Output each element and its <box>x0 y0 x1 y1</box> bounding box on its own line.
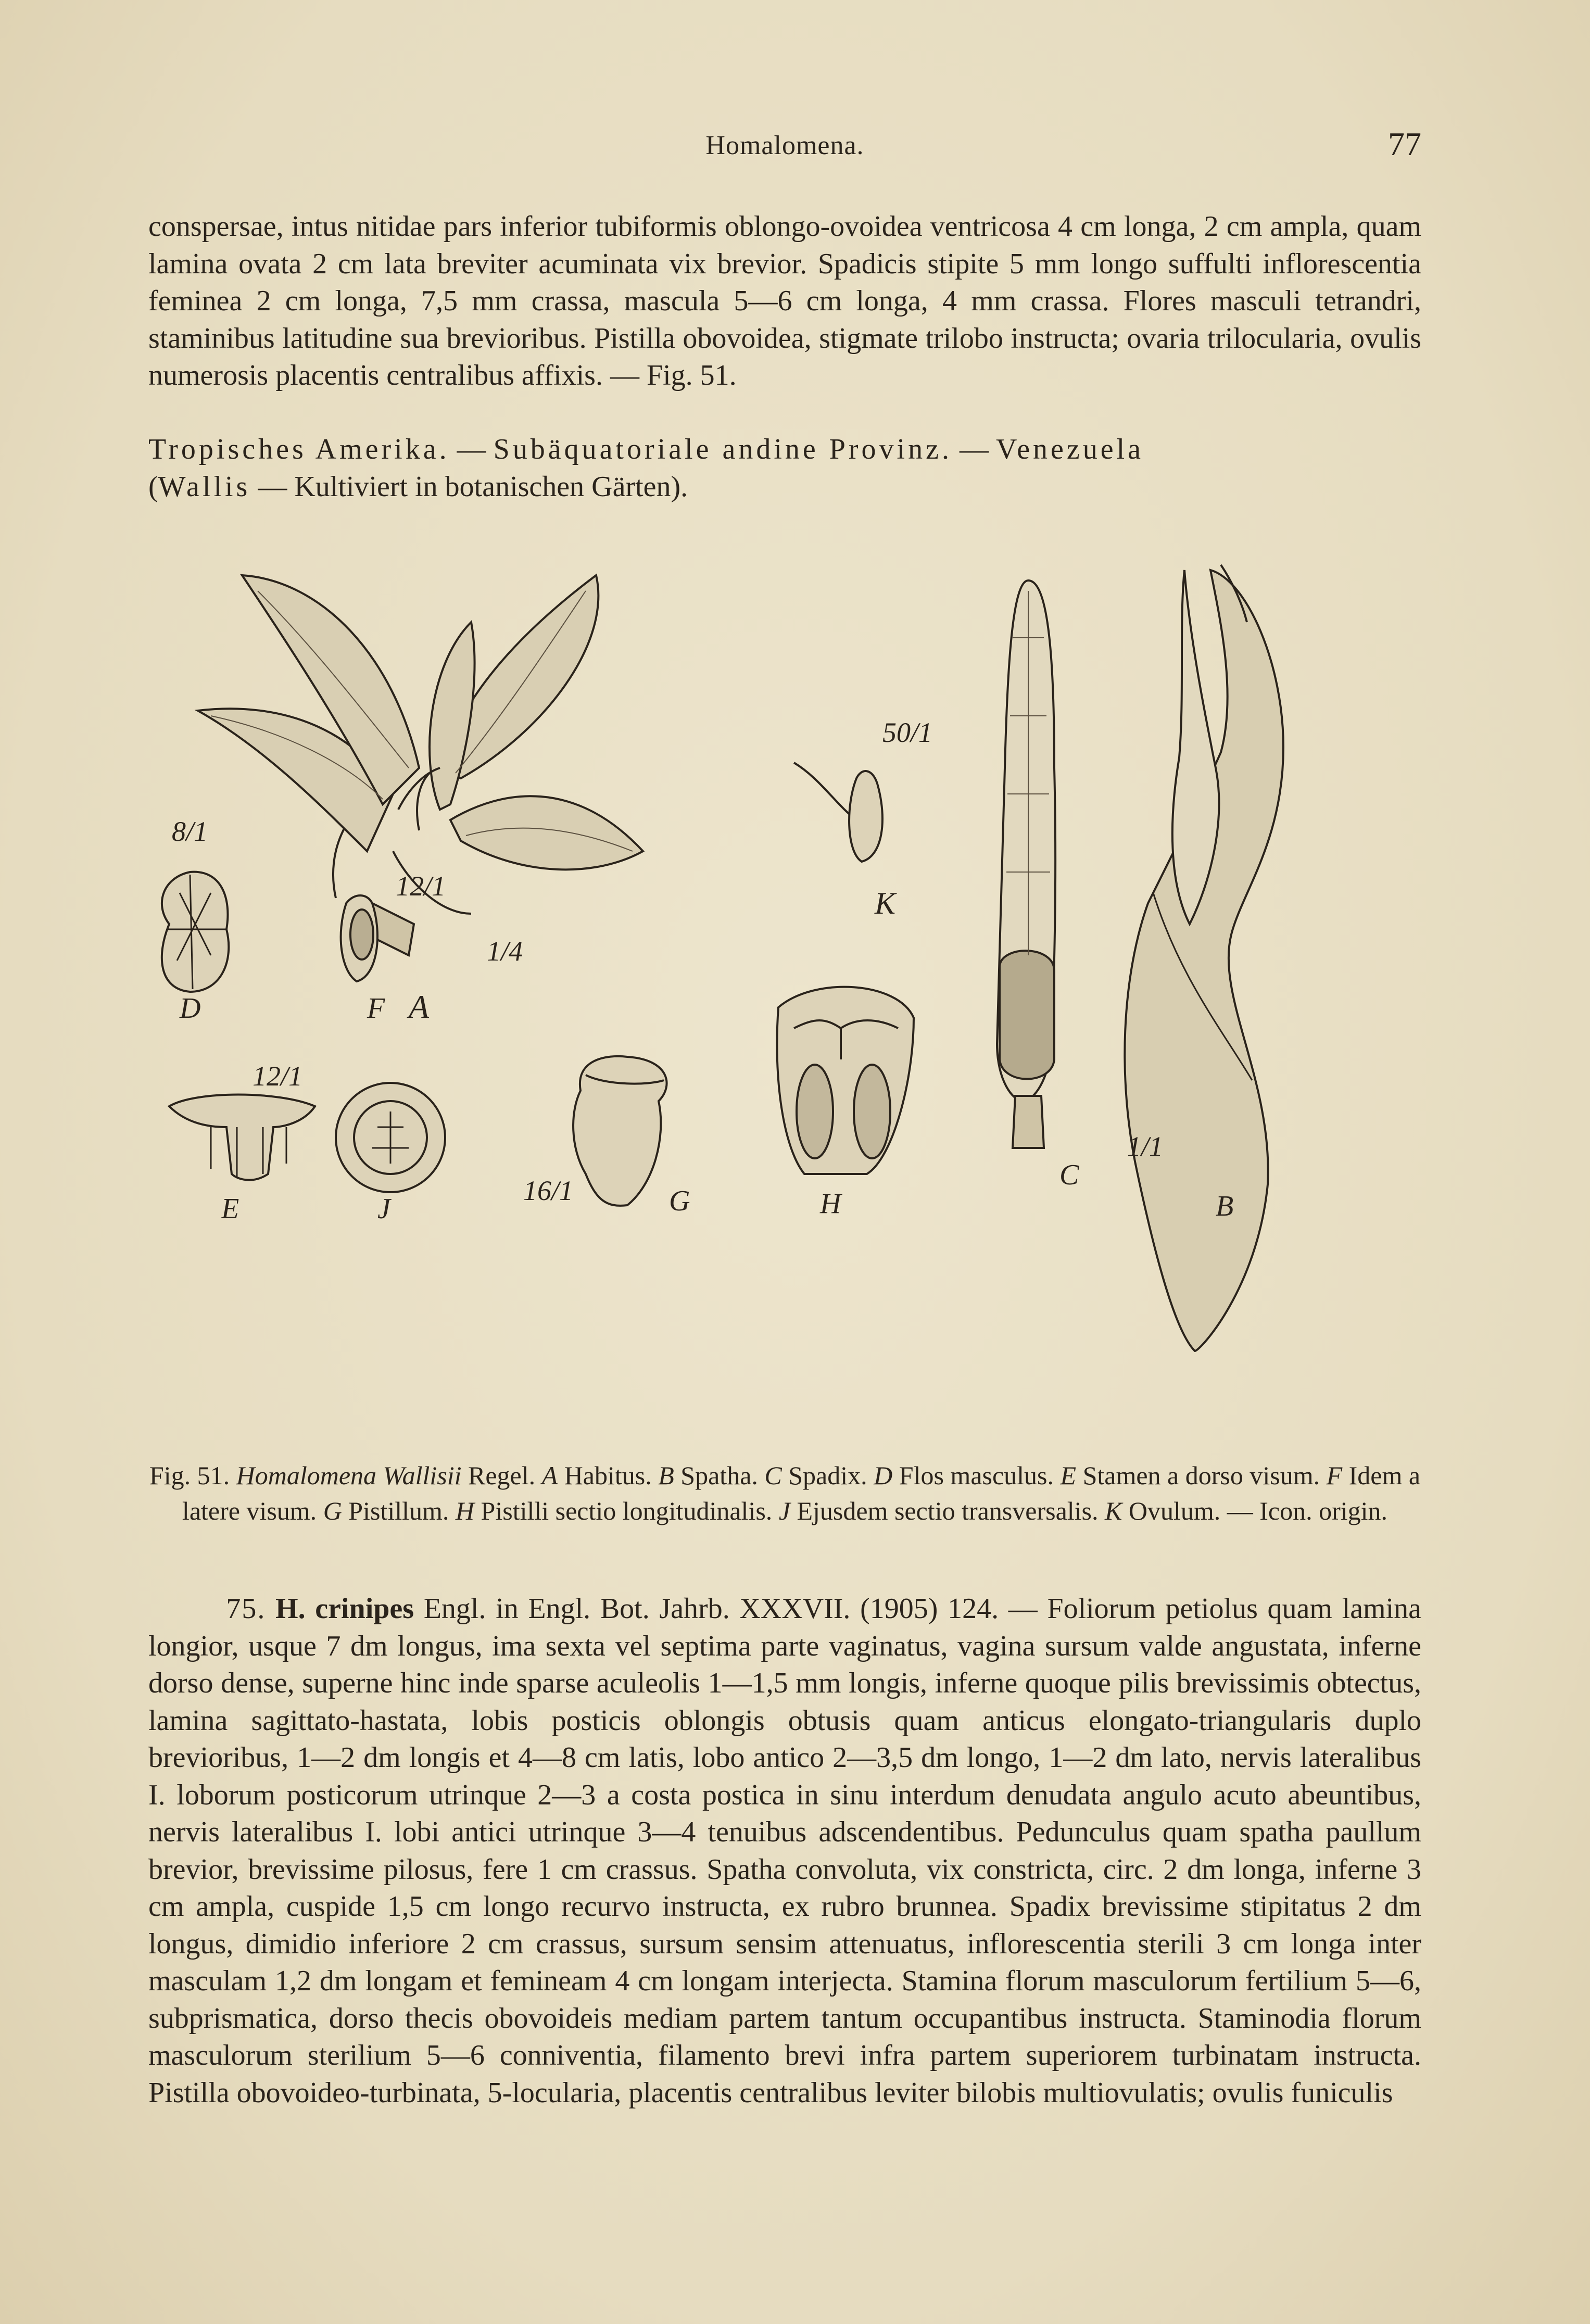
flos-masculus-drawing <box>162 872 229 992</box>
caption-item: B Spatha. <box>658 1461 758 1490</box>
ovulum-drawing <box>794 763 882 862</box>
caption-species: Homalomena Wallisii <box>236 1461 462 1490</box>
locality-rest: — Kultiviert in botanischen Gärten). <box>250 470 688 503</box>
species-75-text <box>148 1590 1421 2112</box>
label-B: B <box>1216 1190 1234 1222</box>
scale-G: 16/1 <box>523 1175 574 1206</box>
species-name: H. crinipes <box>275 1593 414 1625</box>
stamen-dorsal-drawing <box>169 1095 315 1180</box>
description-paragraph <box>148 208 1421 395</box>
caption-item: F Idem a latere visum. <box>182 1461 1421 1525</box>
figure-caption <box>148 1458 1421 1529</box>
pistil-transverse-drawing <box>336 1083 445 1192</box>
botanical-figure <box>148 560 1421 1439</box>
species-number: 75. <box>226 1593 266 1625</box>
caption-prefix: Fig. 51. <box>149 1461 230 1490</box>
species-citation: Engl. in Engl. Bot. Jahrb. XXXVII. (1905) 124. <box>423 1593 999 1625</box>
species-description: — Foliorum petiolus quam lamina longior, usque 7 dm longus, ima sexta vel septima parte vaginatus, vagina sursum valde angustata, inferne dorso dense, superne hinc inde sparse aculeolis 1—1,5 mm longis, inferne quoque pilis brevissimis obtectus, lamina sagittato-hastata, lobis posticis oblongis obtusis quam anticus elongato-triangularis duplo brevioribus, 1—2 dm longis et 4—8 cm latis, lobo antico 2—3,5 dm longo, 1—2 dm lato, nervis lateralibus I. loborum posticorum utrinque 2—3 a costa postica in sinu interdum denudata angulo acuto abeuntibus, nervis lateralibus I. lobi antici utrinque 3—4 tenuibus adscendentibus. Pedunculus quam spatha paullum brevior, brevissime pilosus, fere 1 cm crassus. Spatha convoluta, vix constricta, circ. 2 dm longa, inferne 3 cm ampla, cuspide 1,5 cm longo recurvo instructa, ex rubro brunnea. Spadix brevissime stipitatus 2 dm longus, dimidio inferiore 2 cm crassus, sursum sensim attenuatus, inflorescentia sterili 3 cm longa inter masculam 1,2 dm longam et femineam 4 cm longam interjecta. Stamina florum masculorum fertilium 5—6, subprismatica, dorso thecis obovoideis mediam partem tantum occupantibus instructa. Staminodia florum masculorum sterilium 5—6 conniventia, filamento brevi infra partem superiorem turbinatam instructa. Pistilla obovoideo-turbinata, 5-locularia, placentis centralibus leviter bilobis multiovulatis; ovulis funiculis <box>148 1593 1422 2109</box>
caption-item: E Stamen a dorso visum. <box>1060 1461 1320 1490</box>
stamen-lateral-drawing <box>341 895 377 981</box>
caption-item: D Flos masculus. <box>874 1461 1054 1490</box>
label-D: D <box>180 992 201 1025</box>
caption-item: G Pistillum. <box>323 1496 449 1525</box>
pistillum-drawing <box>573 1056 666 1206</box>
label-F: F <box>367 992 385 1025</box>
species-75-paragraph <box>148 1590 1421 2112</box>
locality-province: Subäquatoriale andine Provinz. <box>493 433 952 465</box>
spatha-drawing <box>1125 565 1283 1351</box>
label-E: E <box>221 1193 239 1225</box>
label-J: J <box>377 1193 390 1225</box>
scale-habit: 1/4 <box>487 936 523 967</box>
page-number: 77 <box>1388 125 1421 162</box>
figure-plate <box>148 560 1421 1439</box>
description-text: conspersae, intus nitidae pars inferior tubiformis oblongo-ovoidea ventricosa 4 cm longa, 2 cm ampla, quam lamina ovata 2 cm lata breviter acuminata vix brevior. Spadicis stipite 5 mm longo suffulti inflorescentia feminea 2 cm longa, 7,5 mm crassa, mascula 5—6 cm longa, 4 mm crassa. Flores masculi tetrandri, staminibus latitudine sua brevioribus. Pistilla obovoidea, stigmate trilobo instructa; ovaria trilocularia, ovulis numerosis placentis centralibus affixis. — Fig. 51. <box>148 210 1421 391</box>
page-header <box>148 125 1421 172</box>
spadix-drawing <box>997 580 1055 1148</box>
locality-country: Venezuela <box>995 433 1144 465</box>
caption-item: K Ovulum. <box>1105 1496 1221 1525</box>
scale-E: 12/1 <box>253 1060 303 1092</box>
label-C: C <box>1059 1159 1079 1191</box>
caption-item: C Spadix. <box>764 1461 867 1490</box>
locality-paragraph <box>148 431 1421 506</box>
locality-open-paren: ( <box>148 470 158 503</box>
scale-D: 8/1 <box>172 816 208 847</box>
running-head: Homalomena. <box>705 131 864 160</box>
caption-item: H Pistilli sectio longitudinalis. <box>455 1496 773 1525</box>
label-A: A <box>409 988 430 1025</box>
locality-collector: Wallis <box>158 470 251 503</box>
label-G: G <box>669 1185 690 1217</box>
label-K: K <box>875 886 896 920</box>
caption-item: A Habitus. <box>541 1461 652 1490</box>
locality-region: Tropisches Amerika. <box>148 433 450 465</box>
pistil-longitudinal-drawing <box>777 987 914 1174</box>
caption-author: Regel. <box>468 1461 536 1490</box>
label-H: H <box>820 1188 841 1220</box>
caption-item: J Ejusdem sectio transversalis. <box>778 1496 1099 1525</box>
locality-dash: — <box>952 433 996 465</box>
scale-spatha: 1/1 <box>1127 1131 1164 1162</box>
caption-suffix: — Icon. origin. <box>1227 1496 1388 1525</box>
locality-text <box>148 431 1421 506</box>
scale-F: 12/1 <box>396 870 446 902</box>
locality-dash: — <box>449 433 494 465</box>
scale-K: 50/1 <box>882 717 933 748</box>
